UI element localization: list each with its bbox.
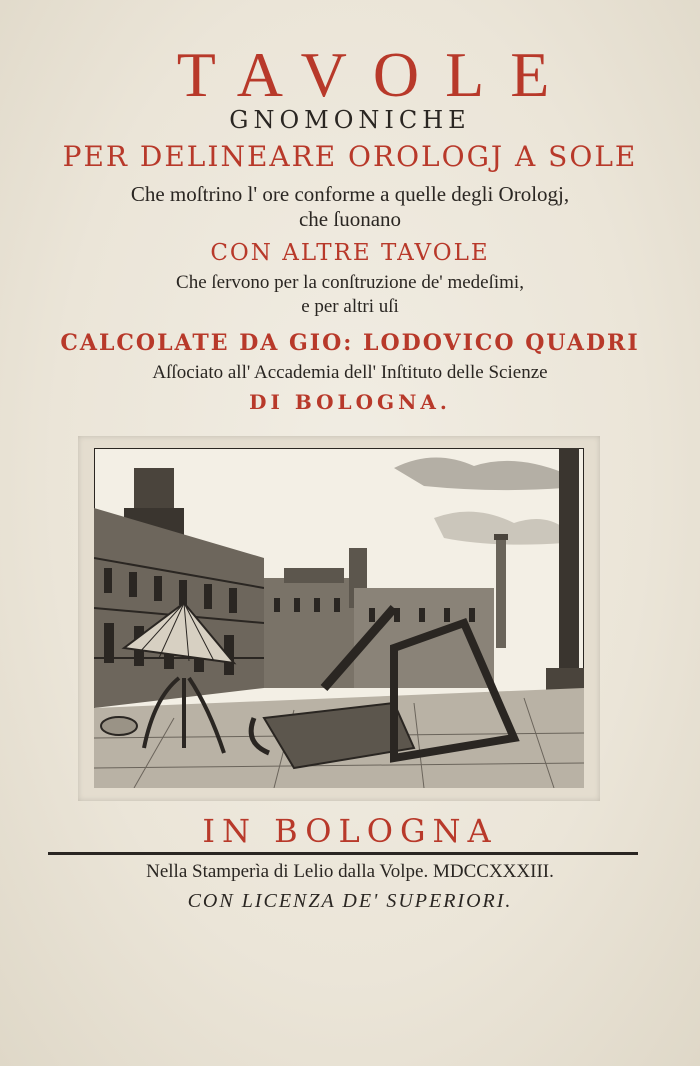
description-line-3: Che ſervono per la conſtruzione de' medeſimi,: [176, 272, 524, 293]
engraving-picture: [94, 448, 584, 788]
book-title: TAVOLE: [176, 39, 576, 110]
description-line-4: e per altri uſi: [301, 296, 399, 317]
description-line-1: Che moſtrino l' ore conforme a quelle degli Orologj,: [130, 182, 570, 206]
subtitle-orologj: PER DELINEARE OROLOGJ A SOLE: [62, 140, 638, 173]
description-line-2: che ſuonano: [298, 207, 402, 231]
affiliation-line: Aſſociato all' Accademia dell' Inſtituto delle Scienze: [152, 362, 548, 383]
license-line: CON LICENZA DE' SUPERIORI.: [187, 890, 513, 912]
city-line: DI BOLOGNA.: [249, 390, 451, 414]
engraving-illustration: [78, 436, 600, 801]
imprint-place: IN BOLOGNA: [202, 812, 498, 850]
subtitle-altre-tavole: CON ALTRE TAVOLE: [210, 240, 490, 266]
subtitle-gnomoniche: GNOMONICHE: [229, 106, 471, 134]
divider-rule: [48, 852, 638, 855]
author-line: CALCOLATE DA GIO: LODOVICO QUADRI: [60, 330, 640, 356]
imprint-printer: Nella Stamperìa di Lelio dalla Volpe. MDCCXXXIII.: [146, 861, 554, 882]
